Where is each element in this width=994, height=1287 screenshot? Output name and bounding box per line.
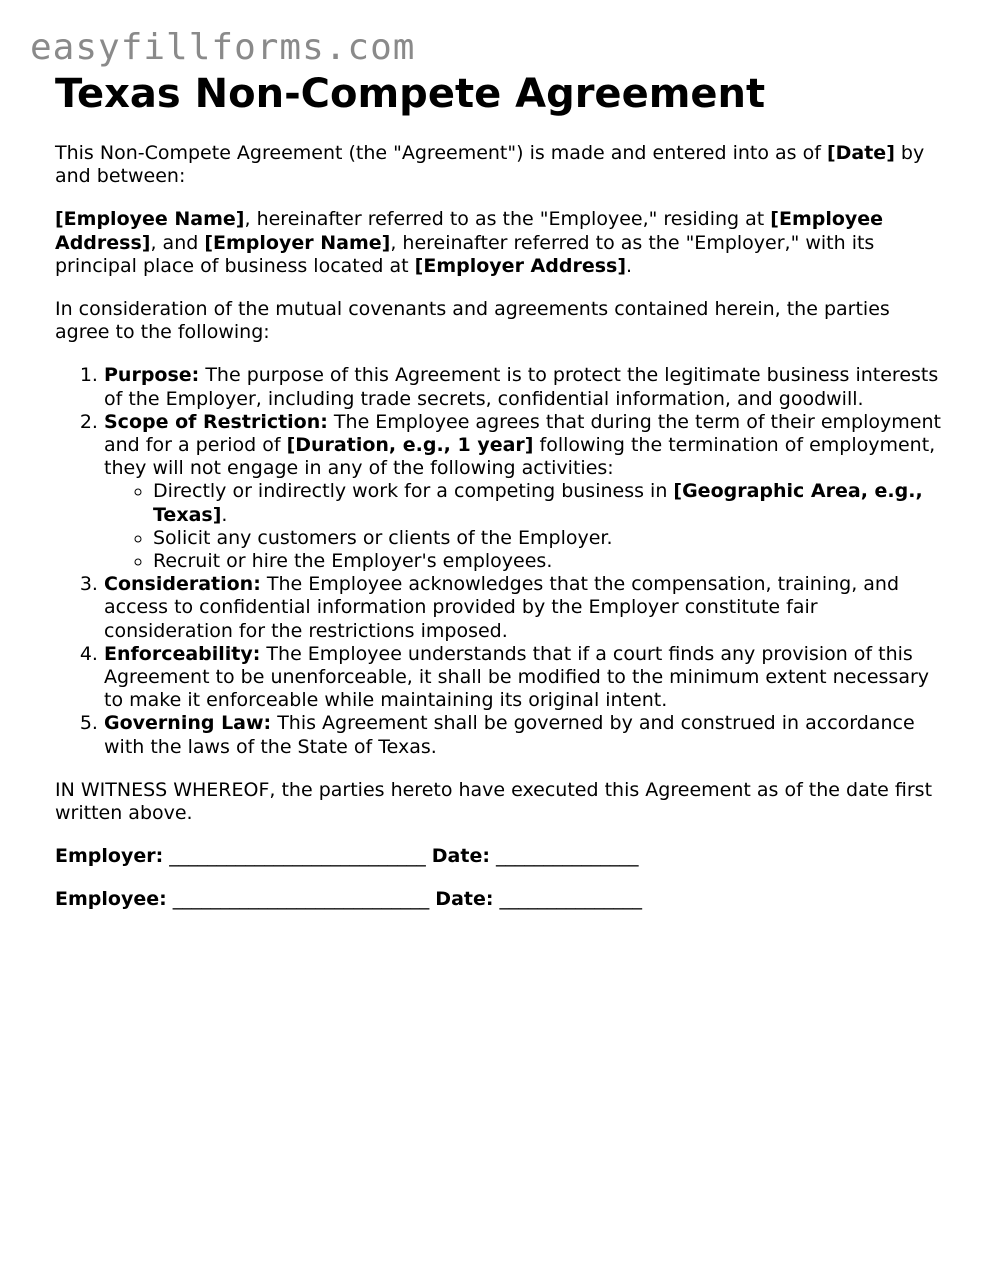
watermark: easyfillforms.com (30, 27, 416, 68)
parties-text-3: , hereinafter referred to as the "Employer," with its principal place of business located at (55, 231, 875, 277)
employer-name-placeholder: [Employer Name] (204, 231, 391, 254)
section-text: The Employee agrees that during the term of their employment and for a period of (104, 410, 941, 457)
restriction-recruit: ◦ Recruit or hire the Employer's employees. (153, 550, 945, 573)
employee-label: Employee: (55, 888, 167, 911)
section-label: Enforceability: (104, 642, 261, 665)
section-label: Governing Law: (104, 712, 272, 735)
restriction-text: Directly or indirectly work for a competing business in (153, 480, 674, 503)
employee-name-placeholder: [Employee Name] (55, 208, 245, 231)
section-label: Consideration: (104, 573, 261, 596)
document-body (55, 142, 945, 932)
consideration-intro: In consideration of the mutual covenants and agreements contained herein, the parties agree to the following: (55, 298, 890, 344)
section-label: Purpose: (104, 364, 200, 387)
employer-date-label: Date: (431, 845, 490, 868)
section-governing-law (104, 712, 945, 758)
employer-label: Employer: (55, 845, 164, 868)
witness-paragraph: IN WITNESS WHEREOF, the parties hereto have executed this Agreement as of the date first written above. (55, 778, 933, 825)
parties-text-1: , hereinafter referred to as the "Employee," residing at (244, 208, 771, 231)
section-text: The purpose of this Agreement is to protect the legitimate business interests of the Employer, including trade secrets, confidential information, and goodwill. (104, 364, 939, 410)
employee-date-label: Date: (435, 888, 494, 911)
restriction-end: . (221, 503, 228, 526)
employee-date-field[interactable]: _______________ (499, 888, 643, 911)
duration-placeholder: [Duration, e.g., 1 year] (286, 434, 534, 457)
geographic-area-placeholder: [Geographic Area, e.g., Texas] (153, 480, 923, 526)
section-purpose (104, 364, 945, 410)
restriction-solicit: ◦ Solicit any customers or clients of the Employer. (153, 527, 945, 550)
section-consideration (104, 573, 945, 643)
document-title: Texas Non-Compete Agreement (55, 71, 766, 117)
intro-paragraph (55, 142, 945, 188)
intro-text-2: by and between: (55, 142, 925, 188)
restrictions-list (104, 480, 945, 573)
employee-signature-field[interactable]: ___________________________ (172, 888, 430, 911)
section-text: The Employee acknowledges that the compensation, training, and access to confidential information provided by the Employer constitute fair consideration for the restrictions imposed. (104, 573, 900, 642)
section-text: The Employee understands that if a court finds any provision of this Agreement to be unenforceable, it shall be modified to the minimum extent necessary to make it enforceable while maintaining its original intent. (104, 642, 930, 712)
parties-text-4: . (626, 254, 633, 277)
section-text: following the termination of employment, they will not engage in any of the following activities: (104, 434, 936, 480)
date-placeholder: [Date] (826, 142, 895, 164)
employee-signature-row (55, 888, 945, 911)
parties-paragraph (55, 208, 945, 278)
section-scope (104, 411, 945, 573)
employee-address-placeholder: [Employee Address] (55, 208, 884, 254)
intro-text-1: This Non-Compete Agreement (the "Agreement") is made and entered into as of (55, 142, 827, 164)
sections-list (55, 364, 945, 758)
section-enforceability (104, 643, 945, 713)
employer-date-field[interactable]: _______________ (496, 845, 639, 868)
employer-address-placeholder: [Employer Address] (414, 254, 627, 277)
restriction-work (153, 480, 945, 526)
parties-text-2: , and (150, 231, 205, 254)
employer-signature-field[interactable]: ___________________________ (169, 845, 426, 868)
section-label: Scope of Restriction: (104, 410, 328, 433)
section-text: This Agreement shall be governed by and construed in accordance with the laws of the State of Texas. (104, 712, 915, 758)
employer-signature-row (55, 845, 945, 868)
